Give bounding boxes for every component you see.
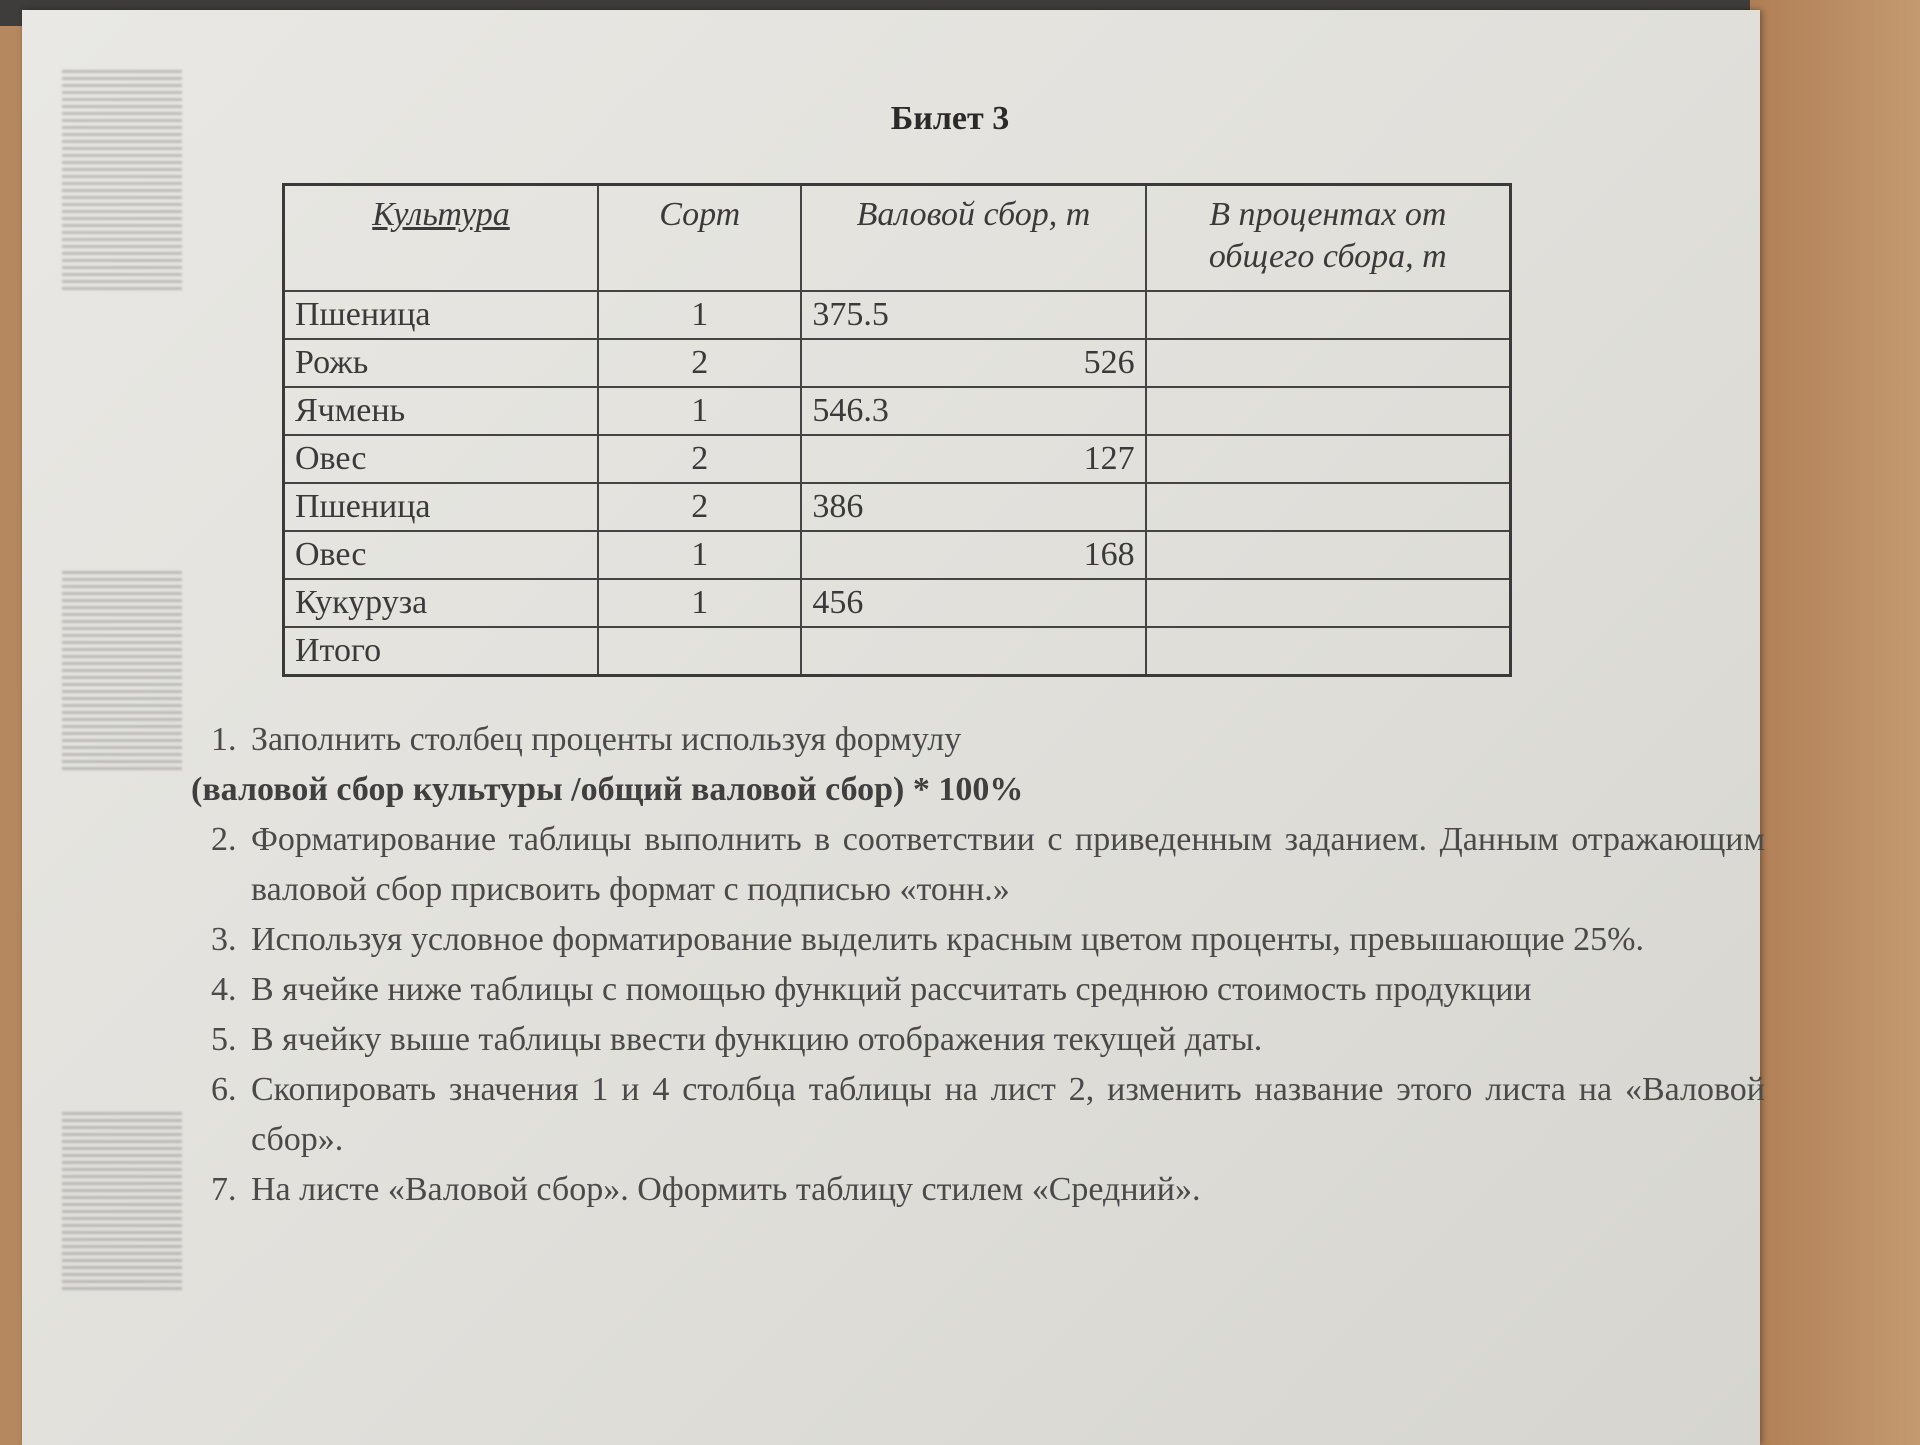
percent-cell: [1146, 435, 1511, 483]
table-row: [284, 339, 1511, 387]
culture-cell: Овес: [284, 531, 599, 579]
culture-cell: Рожь: [284, 339, 599, 387]
task-text: В ячейке ниже таблицы с помощью функций рассчитать среднюю стоимость продукции: [251, 971, 1532, 1008]
culture-cell: Овес: [284, 435, 599, 483]
sort-cell: 2: [598, 483, 801, 531]
task-item: [245, 815, 1765, 915]
task-text: Используя условное форматирование выделить красным цветом проценты, превышающие 25%.: [251, 921, 1644, 958]
print-smudge: [62, 570, 182, 770]
task-formula: (валовой сбор культуры /общий валовой сбор) * 100%: [191, 771, 1024, 808]
harvest-cell: 168: [801, 531, 1145, 579]
table-row: [284, 387, 1511, 435]
task-text: Форматирование таблицы выполнить в соответствии с приведенным заданием. Данным отражающим валовой сбор присвоить формат с подписью «тонн.»: [251, 821, 1765, 908]
total-empty-cell: [801, 627, 1145, 676]
task-item: [191, 715, 1765, 815]
table-row: [284, 435, 1511, 483]
print-smudge: [62, 1110, 182, 1290]
percent-cell: [1146, 579, 1511, 627]
total-empty-cell: [1146, 627, 1511, 676]
sort-cell: 1: [598, 291, 801, 339]
total-empty-cell: [598, 627, 801, 676]
table-row: [284, 483, 1511, 531]
harvest-table: [282, 183, 1512, 677]
task-item: [245, 915, 1765, 965]
harvest-cell: 127: [801, 435, 1145, 483]
sort-cell: 1: [598, 531, 801, 579]
task-text: В ячейку выше таблицы ввести функцию отображения текущей даты.: [251, 1021, 1263, 1058]
header-sort: Сорт: [598, 185, 801, 292]
table-row: [284, 531, 1511, 579]
culture-cell: Кукуруза: [284, 579, 599, 627]
percent-cell: [1146, 531, 1511, 579]
harvest-cell: 375.5: [801, 291, 1145, 339]
percent-cell: [1146, 339, 1511, 387]
percent-cell: [1146, 291, 1511, 339]
culture-cell: Ячмень: [284, 387, 599, 435]
task-item: [245, 1065, 1765, 1165]
task-item: [245, 965, 1765, 1015]
header-culture: Культура: [284, 185, 599, 292]
task-text: На листе «Валовой сбор». Оформить таблицу стилем «Средний».: [251, 1171, 1201, 1208]
table-row: [284, 291, 1511, 339]
harvest-cell: 526: [801, 339, 1145, 387]
header-percent: В процентах от общего сбора, т: [1146, 185, 1511, 292]
sort-cell: 2: [598, 435, 801, 483]
total-row: [284, 627, 1511, 676]
task-item: [245, 1165, 1765, 1215]
table-header-row: [284, 185, 1511, 292]
sort-cell: 1: [598, 387, 801, 435]
task-text: Заполнить столбец проценты используя формулу: [251, 721, 962, 758]
background-desk: [1750, 0, 1920, 1445]
percent-cell: [1146, 483, 1511, 531]
ticket-title: Билет 3: [890, 100, 1010, 137]
harvest-cell: 456: [801, 579, 1145, 627]
harvest-cell: 546.3: [801, 387, 1145, 435]
harvest-cell: 386: [801, 483, 1145, 531]
table-row: [284, 579, 1511, 627]
culture-cell: Пшеница: [284, 291, 599, 339]
sort-cell: 2: [598, 339, 801, 387]
sort-cell: 1: [598, 579, 801, 627]
task-list: [185, 715, 1765, 1215]
total-label: Итого: [284, 627, 599, 676]
task-item: [245, 1015, 1765, 1065]
header-harvest: Валовой сбор, т: [801, 185, 1145, 292]
percent-cell: [1146, 387, 1511, 435]
task-text: Скопировать значения 1 и 4 столбца таблицы на лист 2, изменить название этого листа на «Валовой сбор».: [251, 1071, 1765, 1158]
culture-cell: Пшеница: [284, 483, 599, 531]
